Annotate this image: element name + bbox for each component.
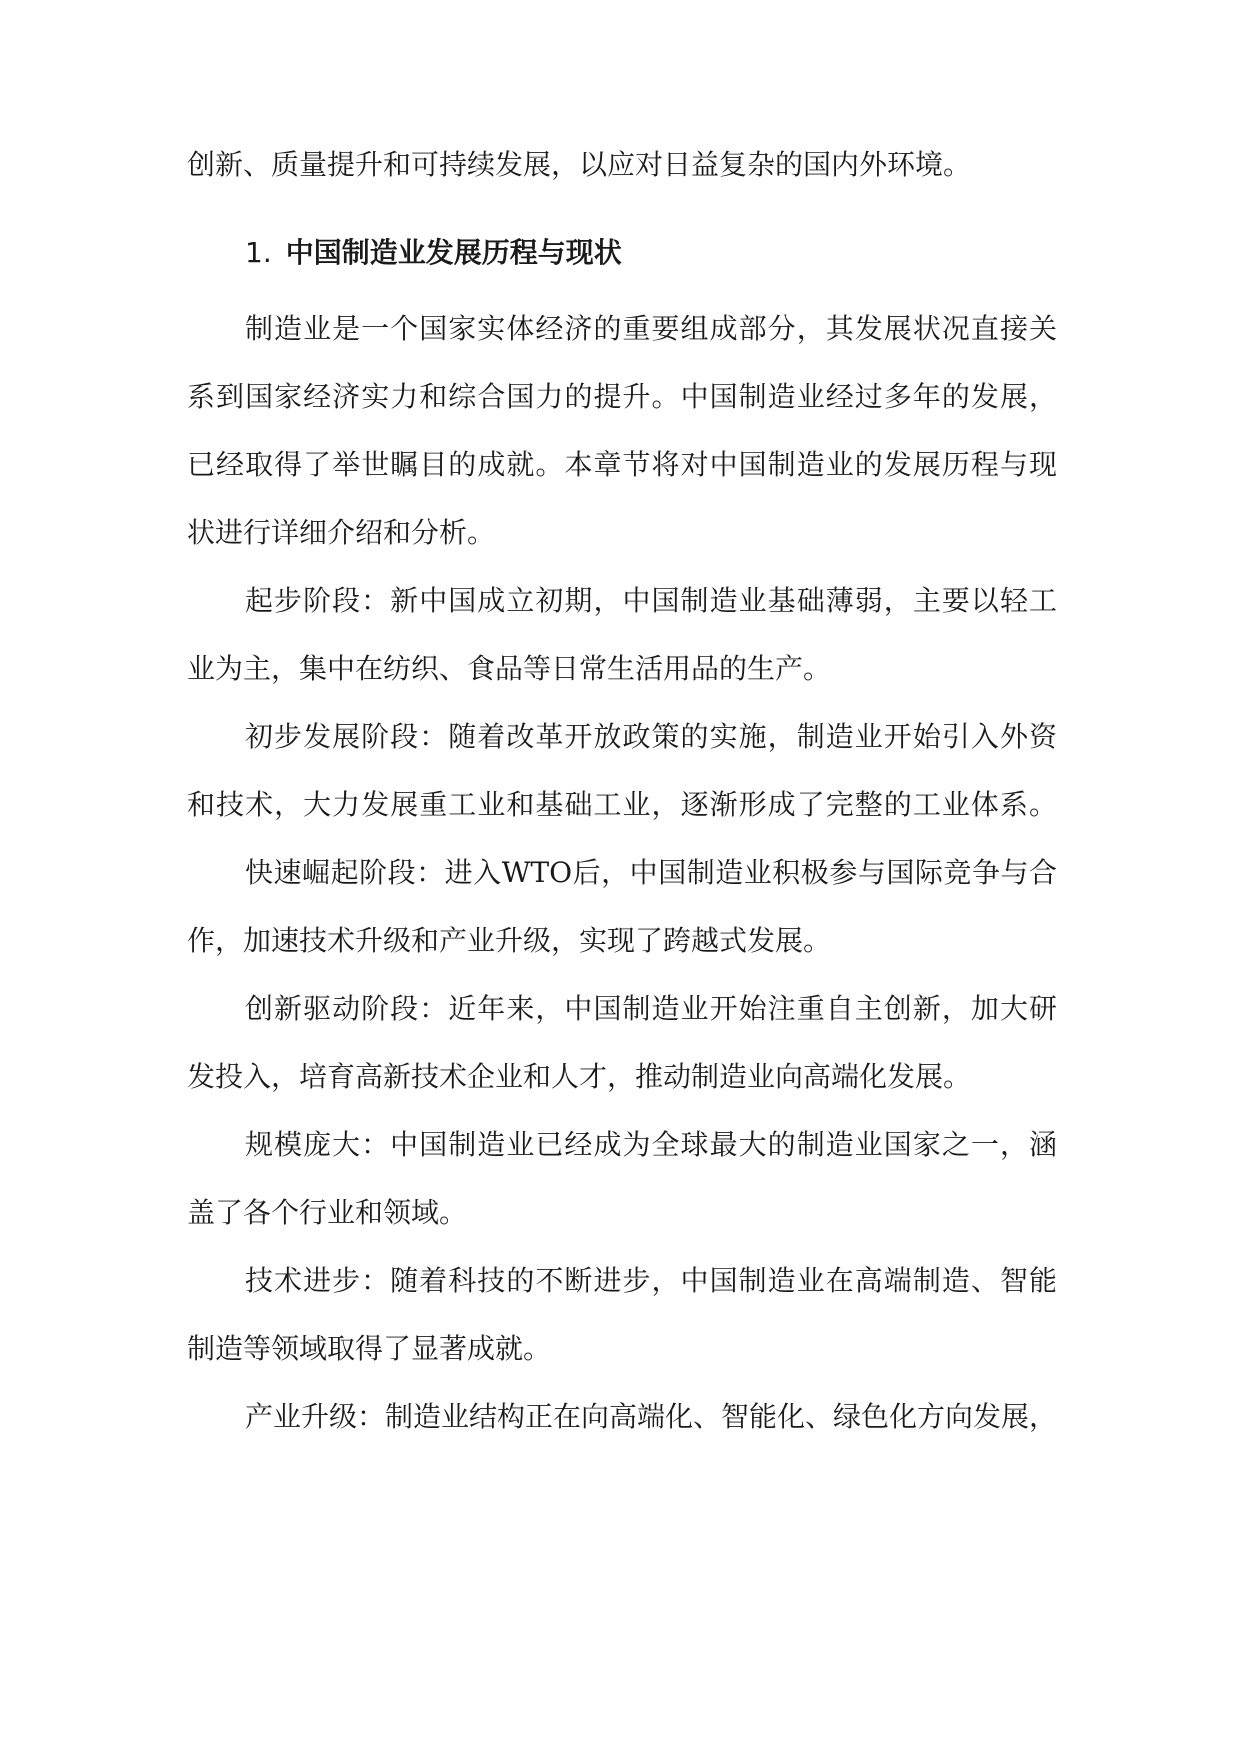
text-line: 和技术，大力发展重工业和基础工业，逐渐形成了完整的工业体系。 xyxy=(187,788,1057,821)
text-line: 系到国家经济实力和综合国力的提升。中国制造业经过多年的发展， xyxy=(187,380,1057,413)
text-line: 创新驱动阶段：近年来，中国制造业开始注重自主创新，加大研 xyxy=(245,992,1057,1025)
section-number: 1. xyxy=(245,236,272,269)
text-line: 规模庞大：中国制造业已经成为全球最大的制造业国家之一，涵 xyxy=(245,1128,1057,1161)
document-page xyxy=(187,131,1057,1451)
text-line: 起步阶段：新中国成立初期，中国制造业基础薄弱，主要以轻工 xyxy=(245,584,1057,617)
text-line: 发投入，培育高新技术企业和人才，推动制造业向高端化发展。 xyxy=(187,1060,972,1093)
text-line: 作，加速技术升级和产业升级，实现了跨越式发展。 xyxy=(187,924,832,957)
text-line: 快速崛起阶段：进入WTO后，中国制造业积极参与国际竞争与合 xyxy=(245,856,1057,889)
text-line: 技术进步：随着科技的不断进步，中国制造业在高端制造、智能 xyxy=(245,1264,1057,1297)
section-heading xyxy=(187,219,1057,287)
text-line: 初步发展阶段：随着改革开放政策的实施，制造业开始引入外资 xyxy=(245,720,1057,753)
text-line: 状进行详细介绍和分析。 xyxy=(187,516,496,549)
text-line: 创新、质量提升和可持续发展，以应对日益复杂的国内外环境。 xyxy=(187,148,972,181)
text-line: 制造等领域取得了显著成就。 xyxy=(187,1332,552,1365)
text-line: 产业升级：制造业结构正在向高端化、智能化、绿色化方向发展， xyxy=(245,1400,1057,1433)
text-line: 盖了各个行业和领域。 xyxy=(187,1196,468,1229)
text-line: 已经取得了举世瞩目的成就。本章节将对中国制造业的发展历程与现 xyxy=(187,448,1057,481)
section-title: 中国制造业发展历程与现状 xyxy=(285,236,622,269)
text-line: 业为主，集中在纺织、食品等日常生活用品的生产。 xyxy=(187,652,832,685)
text-line: 制造业是一个国家实体经济的重要组成部分，其发展状况直接关 xyxy=(245,312,1057,345)
